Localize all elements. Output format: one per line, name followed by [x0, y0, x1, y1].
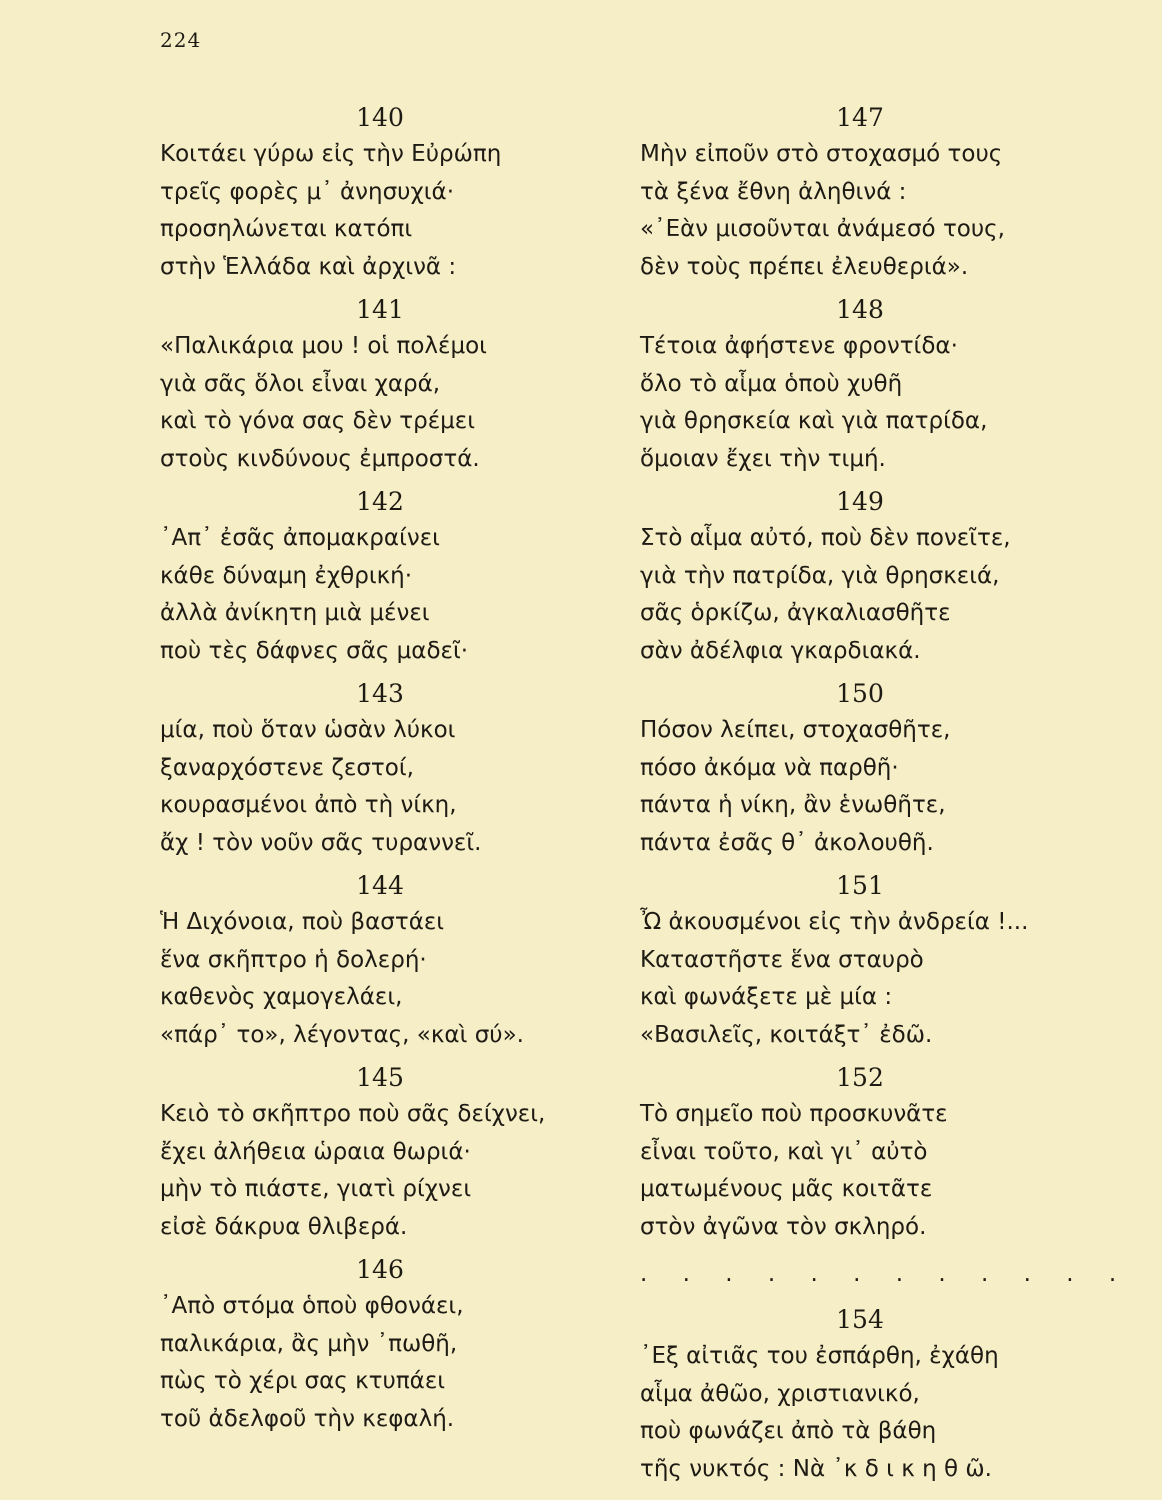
- verse-line: τοῦ ἀδελφοῦ τὴν κεφαλή.: [160, 1405, 455, 1432]
- verse-line: καὶ τὸ γόνα σας δὲν τρέμει: [160, 408, 475, 434]
- verse-line: αἷμα ἀθῶο, χριστιανικό,: [640, 1380, 920, 1407]
- verse-line: Τὸ σημεῖο ποὺ προσκυνᾶτε: [640, 1101, 948, 1127]
- verse-line: κάθε δύναμη ἐχθρική·: [160, 562, 413, 589]
- verse-line: στοὺς κινδύνους ἐμπροστά.: [160, 445, 480, 472]
- verse-line: πὼς τὸ χέρι σας κτυπάει: [160, 1368, 446, 1394]
- stanza-number: 148: [836, 295, 884, 324]
- verse-line: ματωμένους μᾶς κοιτᾶτε: [640, 1176, 933, 1202]
- verse-line: εἰσὲ δάκρυα θλιβερά.: [160, 1213, 408, 1240]
- verse-line: σᾶς ὁρκίζω, ἀγκαλιασθῆτε: [640, 600, 951, 626]
- verse-line: πάντα ἡ νίκη, ἂν ἑνωθῆτε,: [640, 792, 946, 818]
- stanza: [160, 292, 600, 478]
- verse-line: μία, ποὺ ὅταν ὡσὰν λύκοι: [160, 717, 456, 743]
- stanza-number: 146: [356, 1255, 404, 1284]
- stanza: [160, 484, 600, 670]
- verse-line: γιὰ θρησκεία καὶ γιὰ πατρίδα,: [640, 408, 988, 434]
- verse-line: Ὦ ἀκουσμένοι εἰς τὴν ἀνδρεία !...: [640, 909, 1029, 935]
- stanza-number: 140: [356, 103, 404, 132]
- stanza-number: 151: [836, 871, 884, 900]
- stanza-number: 141: [356, 295, 404, 324]
- stanza-number: 142: [356, 487, 404, 516]
- verse-line: παλικάρια, ἂς μὴν ᾽πωθῆ,: [160, 1330, 458, 1357]
- stanza: [640, 676, 1080, 862]
- verse-line: σὰν ἀδέλφια γκαρδιακά.: [640, 637, 921, 664]
- page-number: 224: [160, 28, 202, 52]
- verse-line: Κειὸ τὸ σκῆπτρο ποὺ σᾶς δείχνει,: [160, 1101, 546, 1127]
- verse-line: προσηλώνεται κατόπι: [160, 216, 413, 242]
- verse-line: πόσο ἀκόμα νὰ παρθῆ·: [640, 754, 899, 781]
- verse-line: καθενὸς χαμογελάει,: [160, 984, 403, 1010]
- verse-line: ᾽Εξ αἰτιᾶς του ἐσπάρθη, ἐχάθη: [640, 1343, 999, 1369]
- stanza: [640, 100, 1080, 286]
- stanza-number: 149: [836, 487, 884, 516]
- right-poem-column: [640, 100, 1131, 1494]
- stanza: [640, 484, 1080, 670]
- verse-line: δὲν τοὺς πρέπει ἐλευθεριά».: [640, 253, 969, 280]
- verse-line: ἀλλὰ ἀνίκητη μιὰ μένει: [160, 600, 430, 626]
- verse-line: καὶ φωνάξετε μὲ μία :: [640, 984, 893, 1010]
- stanza-number: 143: [356, 679, 404, 708]
- verse-line: Τέτοια ἀφήστενε φροντίδα·: [640, 333, 958, 359]
- verse-line: τρεῖς φορὲς μ᾽ ἀνησυχιά·: [160, 178, 455, 205]
- verse-line: «πάρ᾽ το», λέγοντας, «καὶ σύ».: [160, 1021, 524, 1048]
- verse-line: στὸν ἀγῶνα τὸν σκληρό.: [640, 1213, 927, 1240]
- stanza-number: 150: [836, 679, 884, 708]
- stanza: [160, 100, 600, 286]
- verse-line: τὰ ξένα ἔθνη ἀληθινά :: [640, 178, 907, 205]
- verse-line: εἶναι τοῦτο, καὶ γι᾽ αὐτὸ: [640, 1138, 928, 1165]
- stanza: [160, 676, 600, 862]
- stanza-number: 144: [356, 871, 404, 900]
- verse-line: στὴν Ἑλλάδα καὶ ἀρχινᾶ :: [160, 253, 457, 280]
- verse-line: ποὺ τὲς δάφνες σᾶς μαδεῖ·: [160, 637, 469, 664]
- verse-line: τῆς νυκτός : Νὰ ᾽κ δ ι κ η θ ῶ.: [640, 1455, 992, 1482]
- verse-line: ἕνα σκῆπτρο ἡ δολερή·: [160, 946, 427, 973]
- stanza: [160, 1252, 600, 1438]
- stanza: [640, 1060, 1080, 1246]
- stanza: [160, 1060, 600, 1246]
- stanza-number: 145: [356, 1063, 404, 1092]
- verse-line: Καταστῆστε ἕνα σταυρὸ: [640, 946, 924, 973]
- verse-line: ᾽Απ᾽ ἐσᾶς ἀπομακραίνει: [160, 525, 440, 551]
- omission-dots: . . . . . . . . . . . .: [640, 1261, 1131, 1287]
- verse-line: γιὰ τὴν πατρίδα, γιὰ θρησκειά,: [640, 562, 1000, 589]
- verse-line: ἔχει ἀλήθεια ὡραια θωριά·: [160, 1138, 471, 1165]
- verse-line: ξαναρχόστενε ζεστοί,: [160, 754, 414, 781]
- stanza: [640, 868, 1080, 1054]
- verse-line: Στὸ αἷμα αὐτό, ποὺ δὲν πονεῖτε,: [640, 525, 1011, 551]
- verse-line: ᾽Απὸ στόμα ὁποὺ φθονάει,: [160, 1293, 464, 1319]
- verse-line: ἄχ ! τὸν νοῦν σᾶς τυραννεῖ.: [160, 829, 482, 856]
- verse-line: «᾽Εὰν μισοῦνται ἀνάμεσό τους,: [640, 216, 1005, 242]
- left-poem-column: [160, 100, 600, 1444]
- stanza-number: 152: [836, 1063, 884, 1092]
- stanza-number: 154: [836, 1305, 884, 1334]
- stanza-number: 147: [836, 103, 884, 132]
- verse-line: Κοιτάει γύρω εἰς τὴν Εὐρώπη: [160, 141, 502, 167]
- verse-line: πάντα ἐσᾶς θ᾽ ἀκολουθῆ.: [640, 829, 934, 856]
- verse-line: Ἡ Διχόνοια, ποὺ βαστάει: [160, 909, 445, 935]
- verse-line: Μὴν εἰποῦν στὸ στοχασμό τους: [640, 141, 1003, 167]
- verse-line: ὅμοιαν ἔχει τὴν τιμή.: [640, 445, 886, 472]
- stanza: [640, 292, 1080, 478]
- verse-line: μὴν τὸ πιάστε, γιατὶ ρίχνει: [160, 1176, 472, 1202]
- verse-line: «Βασιλεῖς, κοιτάξτ᾽ ἐδῶ.: [640, 1021, 933, 1048]
- stanza: [640, 1302, 1080, 1488]
- verse-line: κουρασμένοι ἀπὸ τὴ νίκη,: [160, 792, 457, 818]
- verse-line: ποὺ φωνάζει ἀπὸ τὰ βάθη: [640, 1418, 937, 1444]
- verse-line: «Παλικάρια μου ! οἱ πολέμοι: [160, 333, 487, 359]
- verse-line: Πόσον λείπει, στοχασθῆτε,: [640, 717, 951, 743]
- verse-line: ὅλο τὸ αἷμα ὁποὺ χυθῆ: [640, 370, 903, 397]
- stanza: [160, 868, 600, 1054]
- verse-line: γιὰ σᾶς ὅλοι εἶναι χαρά,: [160, 370, 441, 397]
